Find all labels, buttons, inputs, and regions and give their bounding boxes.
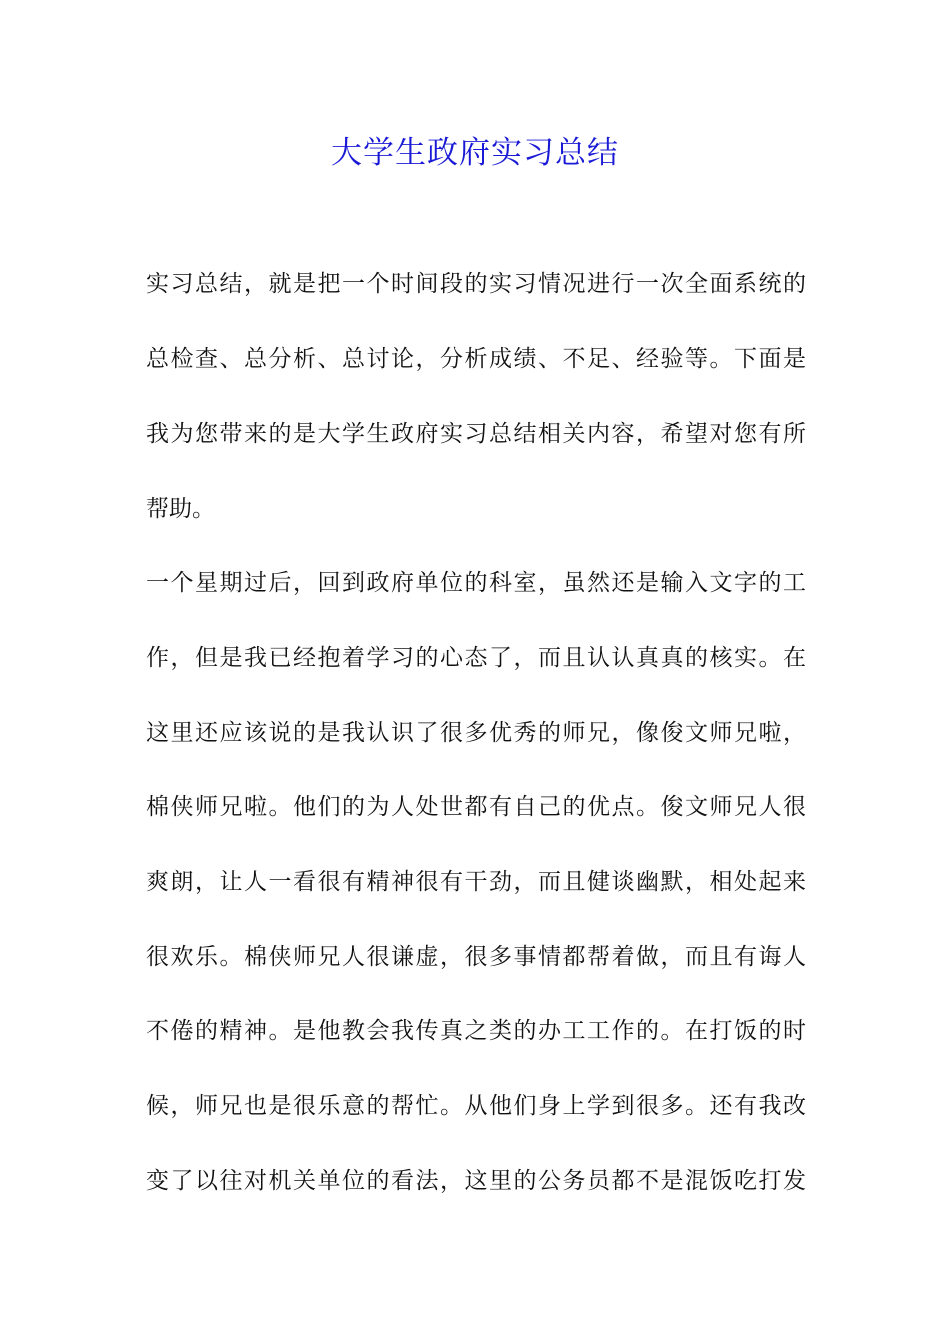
document-title: 大学生政府实习总结 <box>331 135 619 171</box>
paragraph-2-line-1: 一个星期过后，回到政府单位的科室，虽然还是输入文字的工 <box>146 570 806 596</box>
paragraph-2-line-6: 很欢乐。棉侠师兄人很谦虚，很多事情都帮着做，而且有诲人 <box>146 944 806 970</box>
paragraph-1-line-2: 总检查、总分析、总讨论，分析成绩、不足、经验等。下面是 <box>146 346 806 372</box>
paragraph-2-line-9: 变了以往对机关单位的看法，这里的公务员都不是混饭吃打发 <box>146 1168 806 1194</box>
paragraph-2-line-4: 棉侠师兄啦。他们的为人处世都有自己的优点。俊文师兄人很 <box>146 794 806 820</box>
paragraph-1-line-3: 我为您带来的是大学生政府实习总结相关内容，希望对您有所 <box>146 421 806 447</box>
paragraph-2-line-8: 候，师兄也是很乐意的帮忙。从他们身上学到很多。还有我改 <box>146 1093 806 1119</box>
paragraph-2-line-7: 不倦的精神。是他教会我传真之类的办工工作的。在打饭的时 <box>146 1018 806 1044</box>
paragraph-2-line-3: 这里还应该说的是我认识了很多优秀的师兄，像俊文师兄啦， <box>146 720 806 746</box>
paragraph-1-line-4: 帮助。 <box>146 496 215 522</box>
paragraph-2-line-5: 爽朗，让人一看很有精神很有干劲，而且健谈幽默，相处起来 <box>146 869 806 895</box>
paragraph-2-line-2: 作，但是我已经抱着学习的心态了，而且认认真真的核实。在 <box>146 645 806 671</box>
paragraph-1-line-1: 实习总结，就是把一个时间段的实习情况进行一次全面系统的 <box>146 271 806 297</box>
